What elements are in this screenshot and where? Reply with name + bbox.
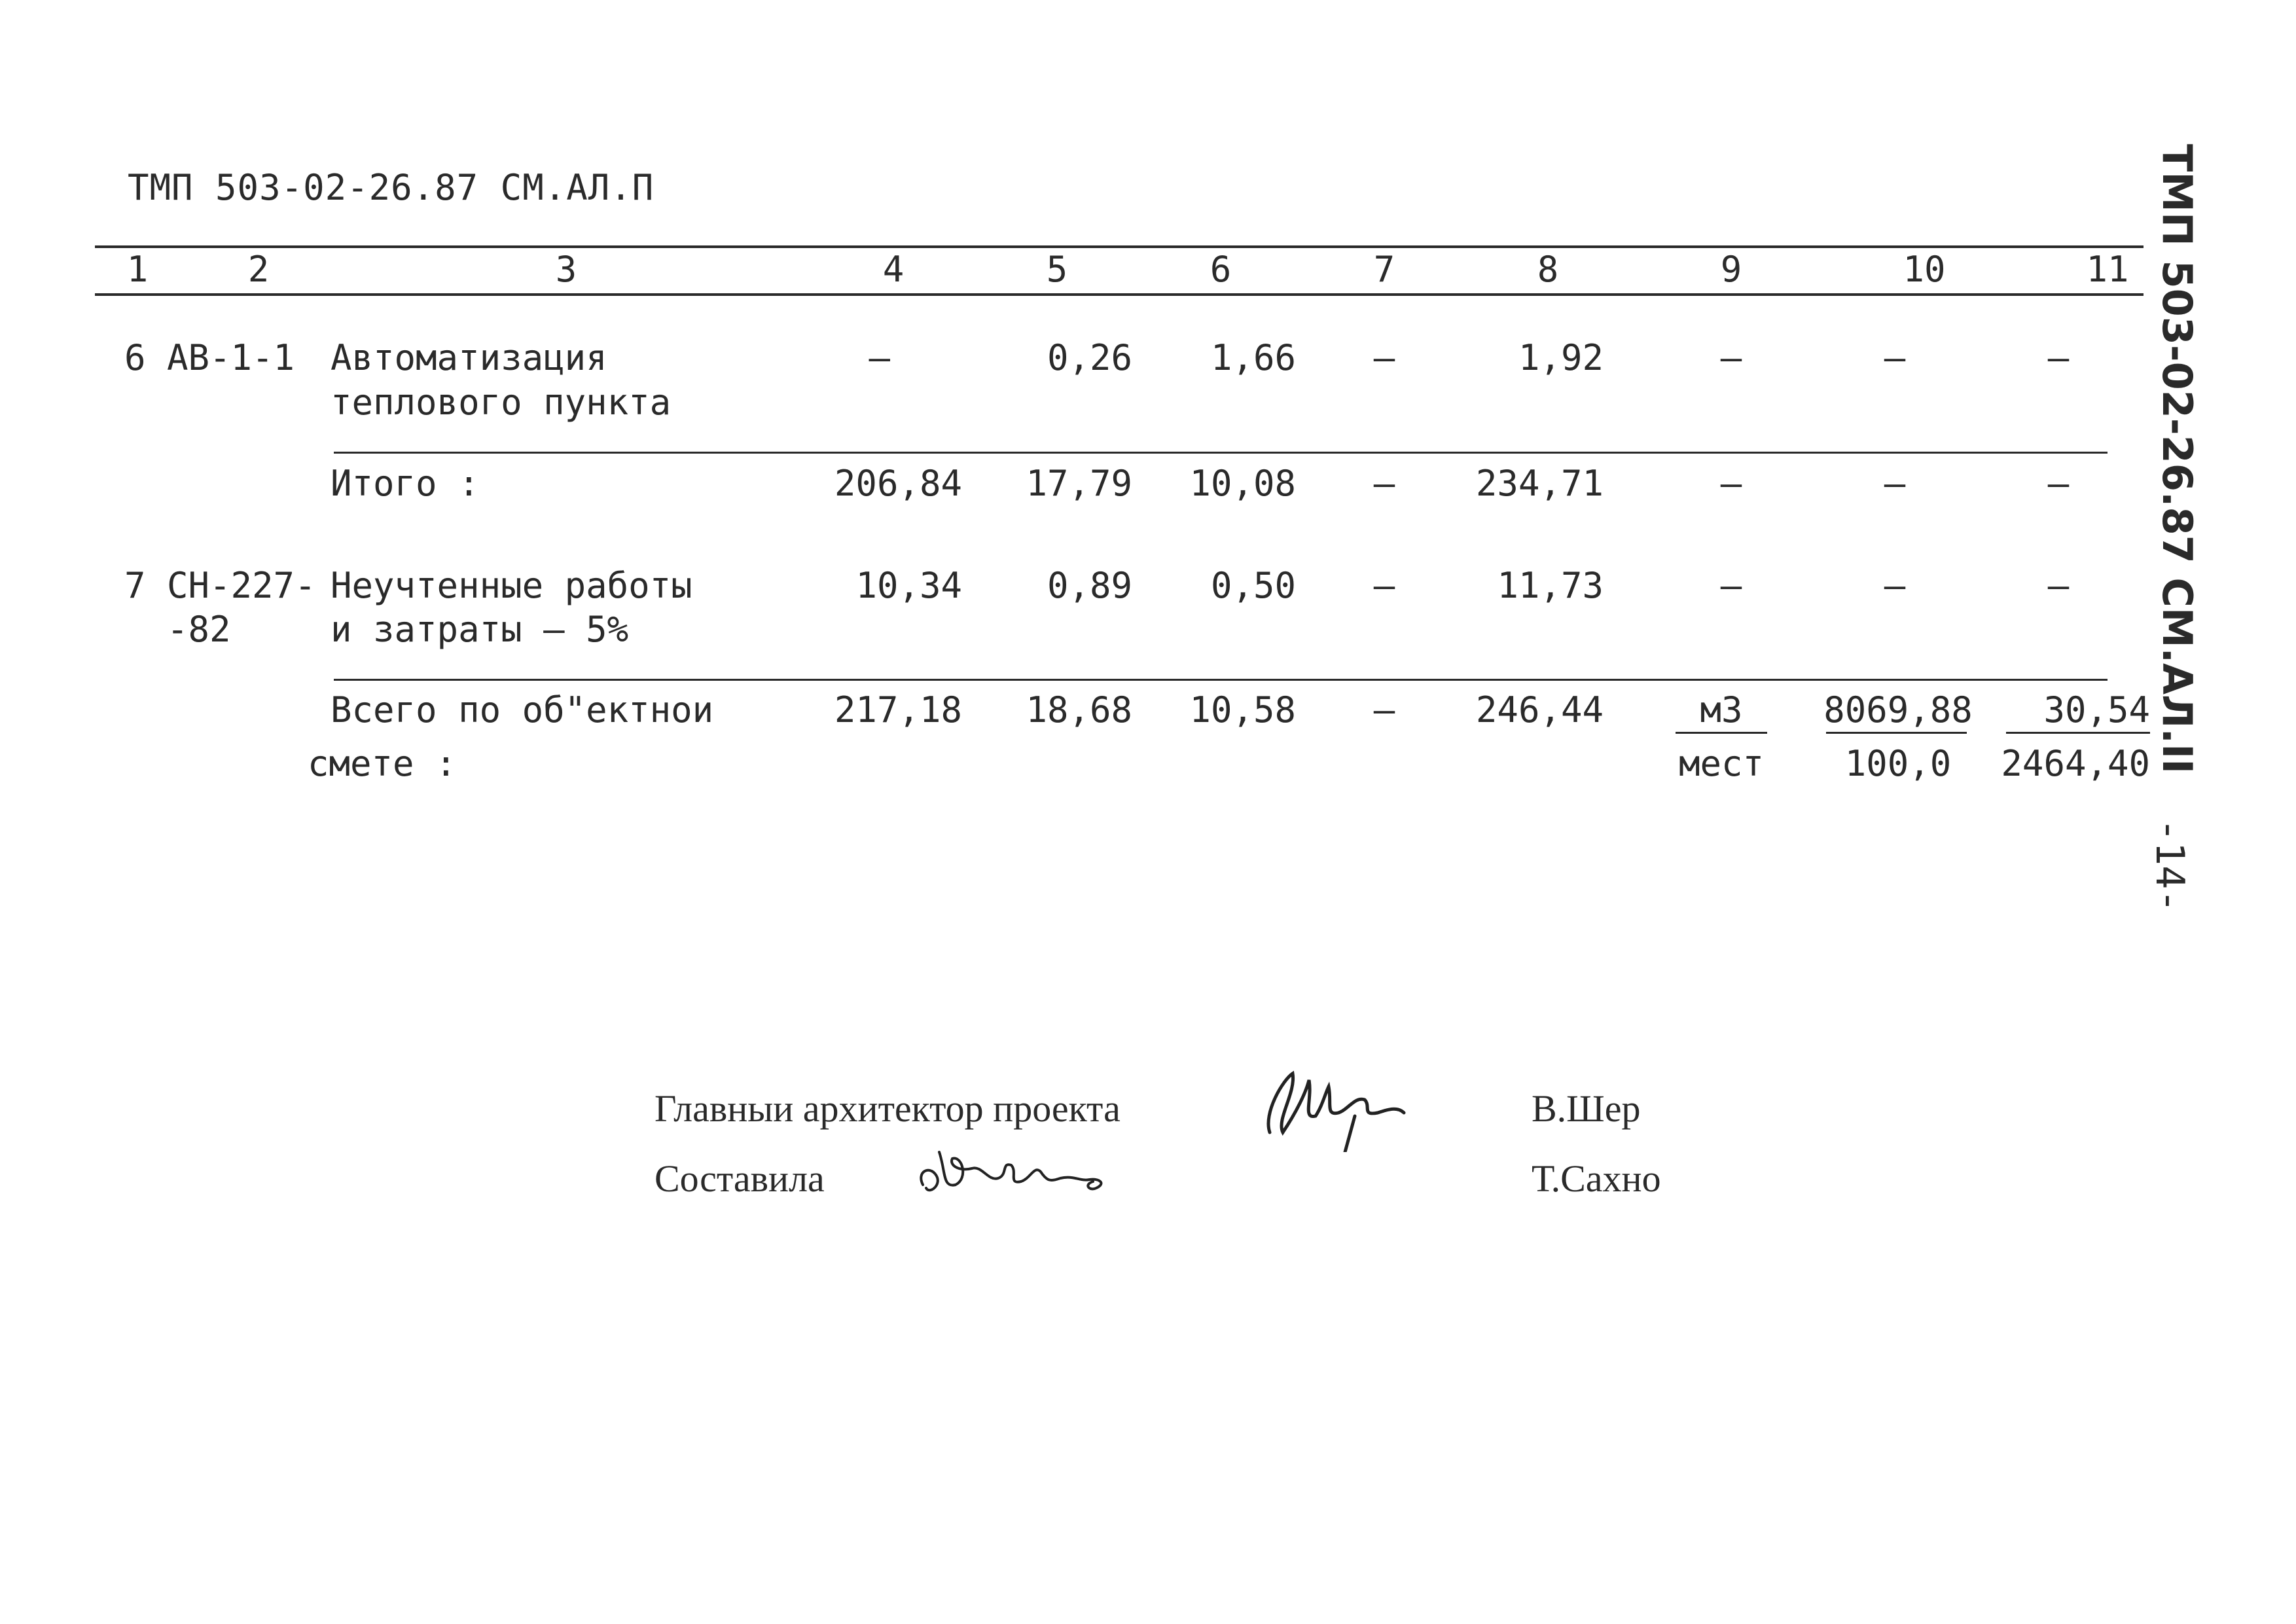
value-numerator: 30,54 (2043, 689, 2150, 731)
cell-col7: – (1373, 337, 1395, 378)
value-numerator: 8069,88 (1823, 689, 1973, 731)
column-header: 8 (1537, 249, 1559, 290)
column-header: 3 (555, 249, 577, 290)
table-header-rule (95, 293, 2144, 296)
subtotal-rule (334, 452, 2108, 454)
cell-col7: – (1373, 463, 1395, 504)
column-header: 10 (1903, 249, 1946, 290)
unit-denominator: мест (1678, 743, 1765, 784)
row-name: Итого : (331, 463, 480, 504)
side-document-code: ТМП 503-02-26.87 СМ.АЛ.II (2153, 144, 2201, 774)
cell-col9: – (1720, 565, 1742, 606)
value-denominator: 2464,40 (2001, 743, 2150, 784)
cell-col6: 0,50 (1210, 565, 1296, 606)
signature-handwritten (1257, 1054, 1414, 1152)
row-name-continued: смете : (308, 743, 457, 784)
unit-numerator: м3 (1700, 689, 1743, 731)
cell-col7: – (1373, 689, 1395, 731)
cell-col4: – (869, 337, 890, 378)
signatory-name: Т.Сахно (1532, 1157, 1661, 1200)
row-name: Автоматизация (331, 337, 607, 378)
row-number: 6 (124, 337, 146, 378)
row-code: СН-227- (167, 565, 316, 606)
cell-col8: 11,73 (1497, 565, 1604, 606)
column-header: 6 (1210, 249, 1232, 290)
cell-col8: 234,71 (1475, 463, 1604, 504)
cell-col5: 18,68 (1026, 689, 1132, 731)
cell-col8: 246,44 (1475, 689, 1604, 731)
total-rule (334, 679, 2108, 681)
page-number: -14- (2147, 818, 2193, 913)
row-name-continued: и затраты – 5% (331, 609, 629, 650)
cell-col7: – (1373, 565, 1395, 606)
row-name-continued: теплового пункта (331, 382, 672, 423)
cell-col11: – (2047, 463, 2070, 504)
signature-role: Главныи архитектор проекта (655, 1087, 1121, 1130)
row-name: Неучтенные работы (331, 565, 692, 606)
cell-col9: – (1720, 337, 1742, 378)
fraction-bar (1826, 732, 1967, 734)
column-header: 7 (1373, 249, 1395, 290)
column-header: 4 (882, 249, 905, 290)
row-name: Всего по об"ектнои (331, 689, 714, 731)
cell-col10: – (1884, 565, 1906, 606)
column-header: 5 (1046, 249, 1068, 290)
row-code-continued: -82 (167, 609, 231, 650)
value-denominator: 100,0 (1844, 743, 1952, 784)
column-header: 1 (126, 249, 149, 290)
table-top-rule (95, 245, 2144, 248)
cell-col5: 0,26 (1047, 337, 1132, 378)
column-header: 2 (247, 249, 270, 290)
cell-col6: 10,08 (1189, 463, 1296, 504)
cell-col10: – (1884, 337, 1906, 378)
signatory-name: В.Шер (1532, 1087, 1641, 1130)
signature-role: Составила (655, 1157, 825, 1200)
row-code: АВ-1-1 (167, 337, 295, 378)
column-header: 9 (1720, 249, 1742, 290)
fraction-bar (2006, 732, 2150, 734)
column-header: 11 (2086, 249, 2129, 290)
row-number: 7 (124, 565, 146, 606)
cell-col9: – (1720, 463, 1742, 504)
document-code-header: ТМП 503-02-26.87 СМ.АЛ.П (128, 167, 655, 208)
cell-col4: 206,84 (834, 463, 962, 504)
cell-col5: 17,79 (1026, 463, 1132, 504)
cell-col11: – (2047, 565, 2070, 606)
cell-col11: – (2047, 337, 2070, 378)
cell-col5: 0,89 (1047, 565, 1132, 606)
signature-handwritten (910, 1132, 1119, 1204)
cell-col4: 217,18 (834, 689, 962, 731)
cell-col6: 1,66 (1210, 337, 1296, 378)
fraction-bar (1676, 732, 1767, 734)
cell-col10: – (1884, 463, 1906, 504)
cell-col8: 1,92 (1518, 337, 1604, 378)
cell-col6: 10,58 (1189, 689, 1296, 731)
cell-col4: 10,34 (855, 565, 962, 606)
